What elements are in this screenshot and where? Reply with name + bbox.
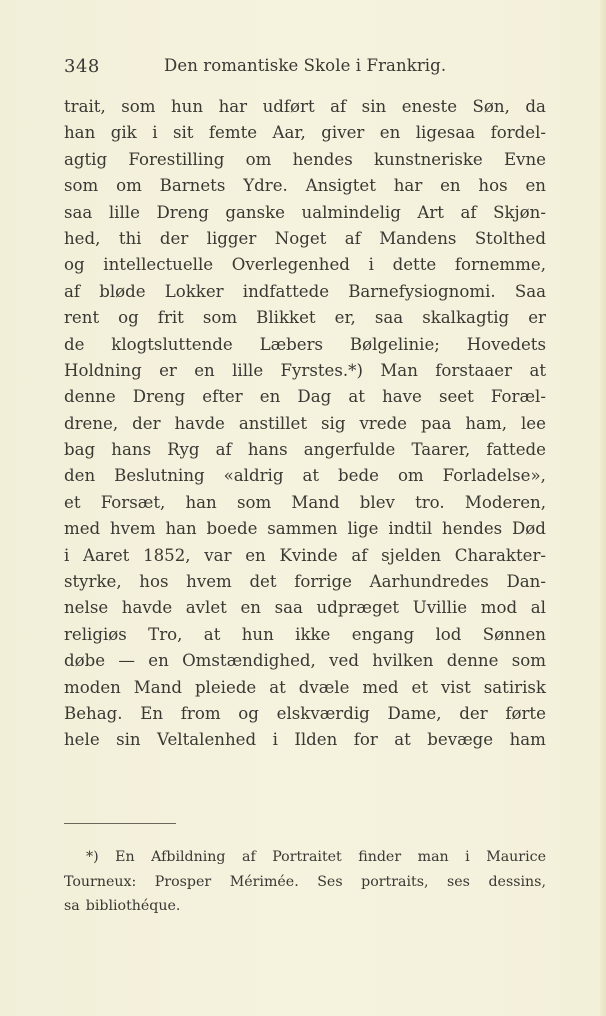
word: Afbildning xyxy=(151,849,226,865)
word: frit xyxy=(157,308,184,328)
word: Barnefysiognomi. xyxy=(348,281,496,301)
word: lod xyxy=(435,624,462,644)
word: Blikket xyxy=(256,308,316,328)
word: portraits, xyxy=(361,873,429,890)
word: blev xyxy=(359,492,395,512)
word: og xyxy=(118,308,139,328)
footnote xyxy=(64,845,546,919)
word: ved xyxy=(329,651,359,671)
word: som xyxy=(64,176,99,196)
word: thi xyxy=(118,228,142,248)
word: i xyxy=(465,849,470,865)
word: ses xyxy=(447,873,470,890)
word: Ansigtet xyxy=(305,176,376,196)
word: from xyxy=(180,703,221,723)
word: Forestilling xyxy=(128,149,225,169)
word: Søn, xyxy=(472,97,510,116)
word: trait, xyxy=(64,97,106,116)
word: Saa xyxy=(514,281,546,301)
word: med xyxy=(64,519,101,539)
word: udført xyxy=(262,97,315,116)
word: Forsæt, xyxy=(100,492,166,512)
word: hos xyxy=(478,176,508,196)
text-line xyxy=(64,516,546,542)
text-line xyxy=(64,411,546,437)
word: Overlegenhed xyxy=(231,255,350,275)
word: saa xyxy=(274,598,303,618)
word: lee xyxy=(520,413,546,433)
word: sig xyxy=(321,413,346,433)
text-line xyxy=(64,147,546,173)
word: have xyxy=(382,387,422,407)
word: lille xyxy=(108,202,140,222)
word: femte xyxy=(208,123,258,143)
word: skalkagtig xyxy=(422,308,510,328)
word: ikke xyxy=(295,624,331,644)
text-line xyxy=(64,305,546,331)
word: Veltalenhed xyxy=(157,730,257,750)
word: En xyxy=(115,849,135,865)
word: som xyxy=(121,97,156,116)
word: boede xyxy=(206,519,258,539)
word: af xyxy=(241,849,256,865)
word: man xyxy=(417,849,449,865)
word: agtig xyxy=(64,149,108,169)
word: førte xyxy=(505,703,546,723)
word: fattede xyxy=(486,440,546,460)
word: i xyxy=(272,730,278,750)
word: af xyxy=(64,281,81,301)
word: i xyxy=(64,545,70,565)
word: Sønnen xyxy=(482,624,546,644)
word: at xyxy=(203,624,221,644)
word: indfattede xyxy=(242,281,330,301)
text-line xyxy=(64,226,546,252)
word: hun xyxy=(241,624,274,644)
word: fornemme, xyxy=(454,255,546,275)
text-line xyxy=(64,727,546,753)
word: klogtsluttende xyxy=(111,334,233,354)
word: engang xyxy=(351,624,415,644)
text-line xyxy=(64,622,546,648)
word: saa xyxy=(374,308,404,328)
word: er xyxy=(528,308,546,328)
word: hendes xyxy=(292,149,353,169)
word: Art xyxy=(417,202,444,222)
word: denne xyxy=(446,651,499,671)
word: Bølgelinie; xyxy=(349,334,440,354)
word: tro. xyxy=(415,492,445,512)
word: Tourneux: xyxy=(64,873,137,890)
word: vrede xyxy=(359,413,408,433)
word: en xyxy=(440,176,461,196)
word: han xyxy=(185,492,217,512)
word: med xyxy=(362,677,399,697)
word: Kvinde xyxy=(279,545,338,565)
word: Omstændighed, xyxy=(182,651,316,671)
word: bibliothéque. xyxy=(85,898,181,914)
word: Aaret xyxy=(83,545,130,565)
footnote-rule xyxy=(64,823,176,824)
word: hun xyxy=(171,97,204,116)
word: intellectuelle xyxy=(103,255,214,275)
word: de xyxy=(64,334,85,354)
word: saa xyxy=(64,202,93,222)
word: Dame, xyxy=(387,703,442,723)
word: sammen xyxy=(267,519,338,539)
word: er xyxy=(159,360,177,380)
word: Holdning xyxy=(64,360,142,380)
word: — xyxy=(118,651,135,671)
word: forstaaer xyxy=(435,360,513,380)
word: og xyxy=(64,255,85,275)
word: Behag. xyxy=(64,703,123,723)
page-header xyxy=(64,56,544,80)
word: som xyxy=(202,308,238,328)
word: Mand xyxy=(133,677,182,697)
word: hvem xyxy=(186,572,232,592)
word: anstillet xyxy=(238,413,308,433)
word: der xyxy=(459,703,488,723)
word: sit xyxy=(172,123,194,143)
word: lige xyxy=(347,519,379,539)
word: Aar, xyxy=(272,123,306,143)
word: Evne xyxy=(503,149,546,169)
word: Moderen, xyxy=(464,492,546,512)
word: Ryg xyxy=(167,440,200,460)
word: Ses xyxy=(317,873,343,890)
word: hos xyxy=(139,572,169,592)
word: en xyxy=(240,598,261,618)
word: vist xyxy=(440,677,471,697)
text-line xyxy=(64,648,546,674)
word: havde xyxy=(174,413,225,433)
word: han xyxy=(64,123,96,143)
word: en xyxy=(379,123,401,143)
word: Hovedets xyxy=(466,334,546,354)
word: et xyxy=(64,492,81,512)
word: Noget xyxy=(274,228,327,248)
word: Dreng xyxy=(156,202,209,222)
word: af xyxy=(460,202,477,222)
text-line xyxy=(64,701,546,727)
word: ligesaa xyxy=(415,123,476,143)
running-title: Den romantiske Skole i Frankrig. xyxy=(164,56,447,75)
word: bløde xyxy=(99,281,146,301)
word: «aldrig xyxy=(223,466,284,486)
word: Lokker xyxy=(164,281,224,301)
word: hvem xyxy=(110,519,156,539)
word: satirisk xyxy=(483,677,546,697)
word: døbe xyxy=(64,651,106,671)
text-line xyxy=(64,252,546,278)
word: det xyxy=(249,572,277,592)
word: der xyxy=(132,413,161,433)
text-line xyxy=(64,569,546,595)
word: lille xyxy=(232,360,264,380)
word: af xyxy=(215,440,232,460)
text-line xyxy=(64,358,546,384)
word: har xyxy=(218,97,248,116)
word: havde xyxy=(121,598,173,618)
word: hed, xyxy=(64,228,101,248)
word: Fyrstes.*) xyxy=(280,360,363,380)
word: der xyxy=(159,228,189,248)
word: en xyxy=(148,651,169,671)
text-line xyxy=(64,200,546,226)
word: indtil xyxy=(388,519,433,539)
word: styrke, xyxy=(64,572,122,592)
word: drene, xyxy=(64,413,119,433)
word: giver xyxy=(321,123,365,143)
page-edge xyxy=(600,0,606,1016)
word: af xyxy=(351,545,368,565)
word: bevæge xyxy=(427,730,494,750)
word: bag xyxy=(64,440,96,460)
word: en xyxy=(194,360,215,380)
word: fordel- xyxy=(490,123,546,143)
word: sjelden xyxy=(381,545,442,565)
word: Tro, xyxy=(148,624,183,644)
word: kunstneriske xyxy=(373,149,483,169)
word: som xyxy=(511,651,546,671)
text-line xyxy=(64,675,546,701)
word: om xyxy=(397,466,424,486)
word: og xyxy=(238,703,259,723)
word: da xyxy=(525,97,546,116)
word: dessins, xyxy=(488,873,546,890)
text-line xyxy=(64,279,546,305)
word: ganske xyxy=(225,202,285,222)
word: elskværdig xyxy=(276,703,370,723)
word: er, xyxy=(334,308,356,328)
word: at xyxy=(394,730,411,750)
word: Aarhundredes xyxy=(369,572,489,592)
word: han xyxy=(165,519,197,539)
word: moden xyxy=(64,677,121,697)
word: af xyxy=(330,97,347,116)
word: at xyxy=(269,677,286,697)
body-text xyxy=(64,94,546,754)
text-line xyxy=(64,332,546,358)
word: hvilken xyxy=(372,651,434,671)
word: Død xyxy=(512,519,546,539)
word: gik xyxy=(110,123,137,143)
word: en xyxy=(245,545,266,565)
word: om xyxy=(116,176,142,196)
word: Taarer, xyxy=(411,440,471,460)
word: hans xyxy=(247,440,288,460)
word: pleiede xyxy=(194,677,257,697)
word: om xyxy=(245,149,272,169)
word: en xyxy=(259,387,281,407)
word: paa xyxy=(420,413,452,433)
word: for xyxy=(353,730,378,750)
word: hans xyxy=(111,440,152,460)
footnote-line xyxy=(64,845,546,870)
word: sa xyxy=(64,898,80,914)
word: hele xyxy=(64,730,100,750)
word: rent xyxy=(64,308,100,328)
word: har xyxy=(393,176,423,196)
text-line xyxy=(64,437,546,463)
word: at xyxy=(348,387,365,407)
word: avlet xyxy=(185,598,227,618)
word: Uvillie xyxy=(412,598,468,618)
word: Mand xyxy=(291,492,340,512)
text-line xyxy=(64,490,546,516)
word: 1852, xyxy=(143,545,191,565)
word: mod xyxy=(480,598,518,618)
text-line xyxy=(64,173,546,199)
word: Man xyxy=(380,360,418,380)
text-line xyxy=(64,94,546,120)
text-line xyxy=(64,463,546,489)
word: ham, xyxy=(465,413,507,433)
word: Forladelse», xyxy=(442,466,546,486)
word: al xyxy=(530,598,546,618)
word: ligger xyxy=(206,228,257,248)
word: sin xyxy=(361,97,387,116)
text-line xyxy=(64,595,546,621)
word: *) xyxy=(86,849,99,865)
word: dette xyxy=(392,255,437,275)
word: at xyxy=(529,360,546,380)
word: denne xyxy=(64,387,116,407)
word: Dreng xyxy=(132,387,186,407)
word: Foræl- xyxy=(490,387,546,407)
word: Maurice xyxy=(486,849,546,865)
word: seet xyxy=(438,387,474,407)
word: nelse xyxy=(64,598,109,618)
word: forrige xyxy=(294,572,352,592)
word: eneste xyxy=(401,97,458,116)
word: Charakter- xyxy=(454,545,546,565)
word: dvæle xyxy=(298,677,350,697)
word: i xyxy=(368,255,374,275)
page-number: 348 xyxy=(64,56,100,77)
word: bede xyxy=(338,466,379,486)
word: ham xyxy=(509,730,546,750)
word: Mérimée. xyxy=(229,873,299,890)
word: angerfulde xyxy=(303,440,396,460)
word: Skjøn- xyxy=(493,202,546,222)
word: Dan- xyxy=(506,572,546,592)
word: Læbers xyxy=(259,334,324,354)
word: i xyxy=(152,123,158,143)
word: var xyxy=(204,545,232,565)
word: en xyxy=(525,176,546,196)
word: hendes xyxy=(442,519,503,539)
word: Stolthed xyxy=(474,228,546,248)
word: ualmindelig xyxy=(301,202,401,222)
word: religiøs xyxy=(64,624,127,644)
word: Beslutning xyxy=(114,466,205,486)
word: En xyxy=(140,703,164,723)
word: den xyxy=(64,466,96,486)
word: Mandens xyxy=(379,228,457,248)
word: Barnets xyxy=(159,176,226,196)
word: Portraitet xyxy=(272,849,342,865)
word: Ilden xyxy=(294,730,338,750)
word: Dag xyxy=(297,387,332,407)
word: at xyxy=(302,466,320,486)
word: Prosper xyxy=(154,873,212,890)
text-line xyxy=(64,543,546,569)
word: som xyxy=(236,492,272,512)
word: et xyxy=(411,677,428,697)
text-line xyxy=(64,120,546,146)
text-line xyxy=(64,384,546,410)
word: Ydre. xyxy=(243,176,288,196)
word: finder xyxy=(358,849,402,865)
word: af xyxy=(344,228,361,248)
footnote-line xyxy=(64,870,546,895)
word: efter xyxy=(202,387,243,407)
word: udpræget xyxy=(316,598,400,618)
word: sin xyxy=(116,730,141,750)
footnote-line xyxy=(64,894,546,919)
